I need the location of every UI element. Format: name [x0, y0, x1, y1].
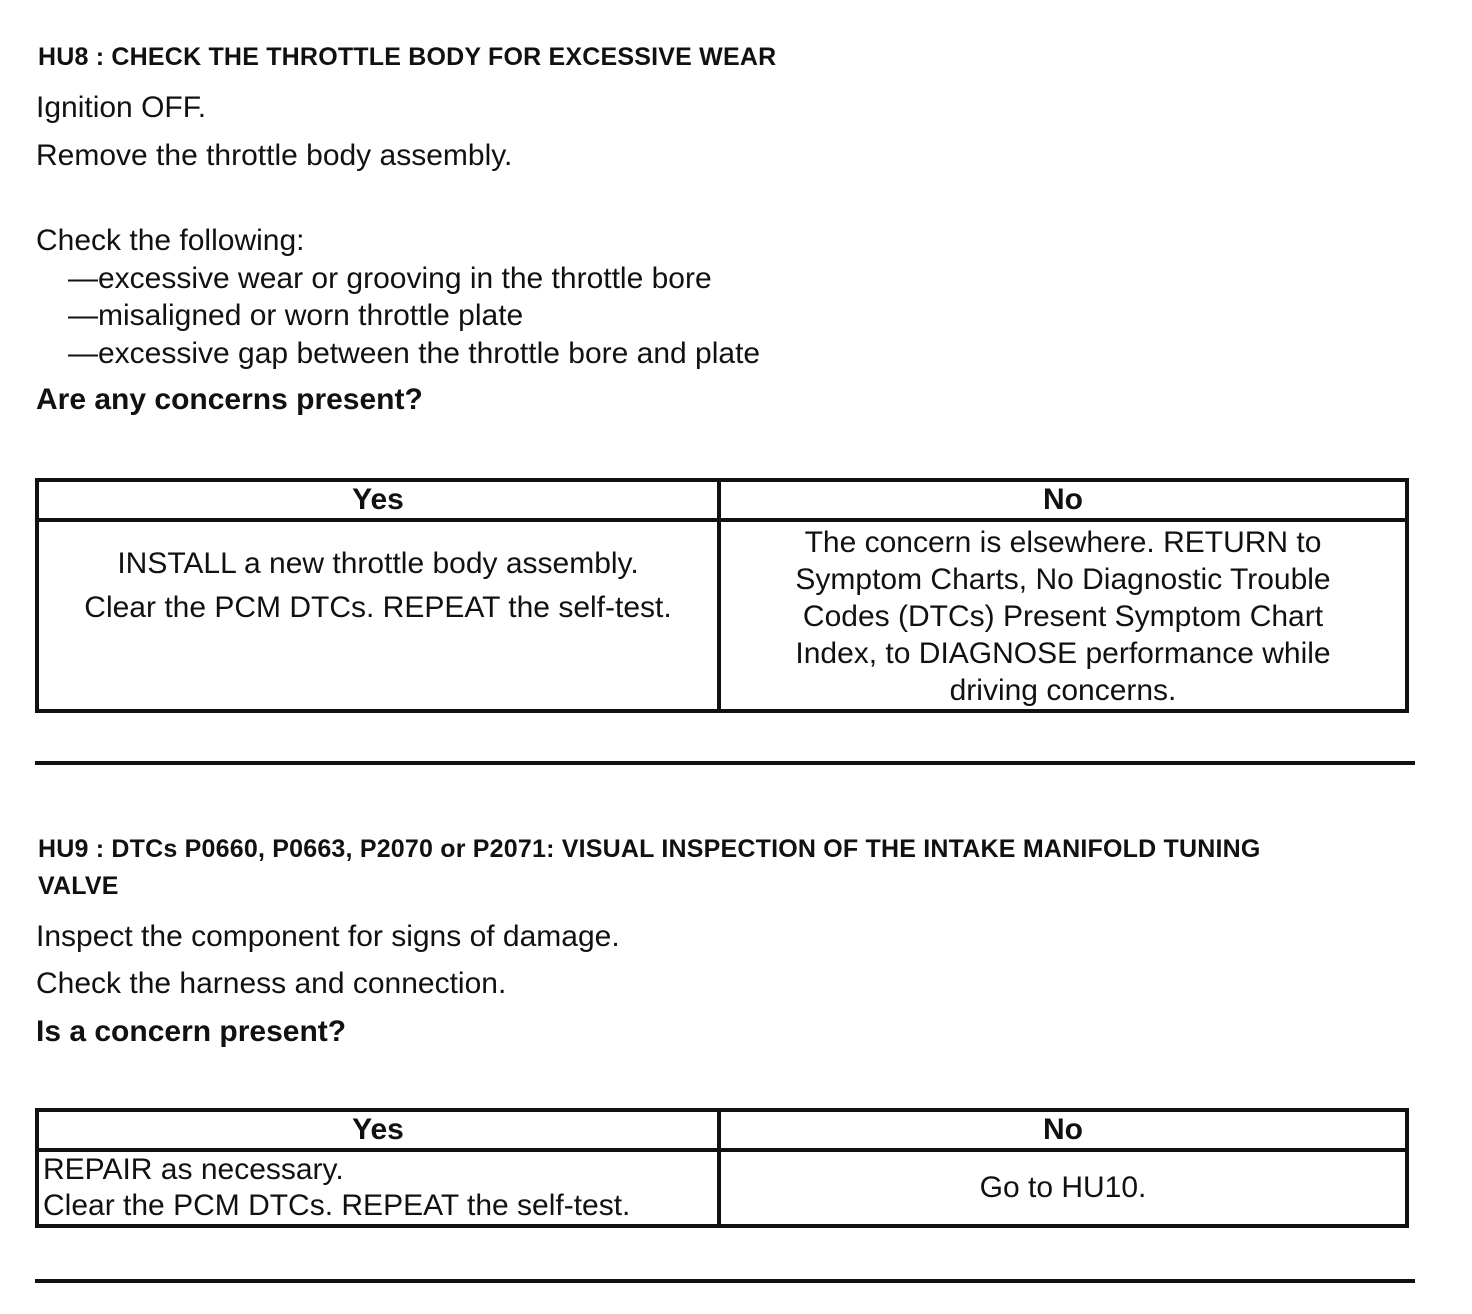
- hu9-result-table: [35, 1108, 1409, 1228]
- hu8-check-item-1: —excessive wear or grooving in the throttle bore: [68, 262, 712, 295]
- hu9-yes-cell: [37, 1150, 719, 1226]
- section-divider-1: [35, 761, 1415, 765]
- hu8-check-item-2: —misaligned or worn throttle plate: [68, 299, 524, 332]
- hu8-yes-cell: [37, 520, 719, 711]
- hu8-no-line-5: driving concerns.: [949, 674, 1177, 707]
- hu8-step-1: Ignition OFF.: [36, 91, 207, 124]
- hu8-no-cell: [719, 520, 1407, 711]
- hu9-step-2: Check the harness and connection.: [36, 967, 507, 1000]
- hu9-no-header: No: [719, 1110, 1407, 1150]
- hu9-step-1: Inspect the component for signs of damage.: [36, 920, 620, 953]
- section-divider-2: [35, 1279, 1415, 1283]
- hu8-no-line-1: The concern is elsewhere. RETURN to: [804, 526, 1322, 559]
- hu9-no-text: Go to HU10.: [979, 1171, 1147, 1204]
- hu8-question: Are any concerns present?: [36, 383, 423, 416]
- hu9-yes-line-1: REPAIR as necessary.: [43, 1153, 344, 1186]
- hu8-no-header: No: [719, 480, 1407, 520]
- hu8-no-line-3: Codes (DTCs) Present Symptom Chart: [802, 600, 1324, 633]
- hu9-yes-header: Yes: [37, 1110, 719, 1150]
- hu8-no-line-2: Symptom Charts, No Diagnostic Trouble: [795, 563, 1331, 596]
- hu8-check-intro: Check the following:: [36, 224, 305, 257]
- hu9-heading-line-2: VALVE: [38, 872, 119, 900]
- hu9-question: Is a concern present?: [36, 1015, 347, 1048]
- hu8-result-table: [35, 478, 1409, 713]
- hu9-yes-line-2: Clear the PCM DTCs. REPEAT the self-test.: [43, 1189, 631, 1222]
- hu8-heading: HU8 : CHECK THE THROTTLE BODY FOR EXCESSIVE WEAR: [38, 43, 777, 71]
- hu8-yes-line-1: INSTALL a new throttle body assembly.: [117, 547, 639, 580]
- hu8-step-2: Remove the throttle body assembly.: [36, 139, 513, 172]
- hu8-yes-line-2: Clear the PCM DTCs. REPEAT the self-test.: [84, 591, 672, 624]
- hu9-no-cell: [719, 1150, 1407, 1226]
- hu8-no-line-4: Index, to DIAGNOSE performance while: [795, 637, 1331, 670]
- hu8-yes-header: Yes: [37, 480, 719, 520]
- hu8-check-item-3: —excessive gap between the throttle bore and plate: [68, 337, 761, 370]
- hu9-heading-line-1: HU9 : DTCs P0660, P0663, P2070 or P2071: VISUAL INSPECTION OF THE INTAKE MANIFOLD TUNING: [38, 835, 1261, 863]
